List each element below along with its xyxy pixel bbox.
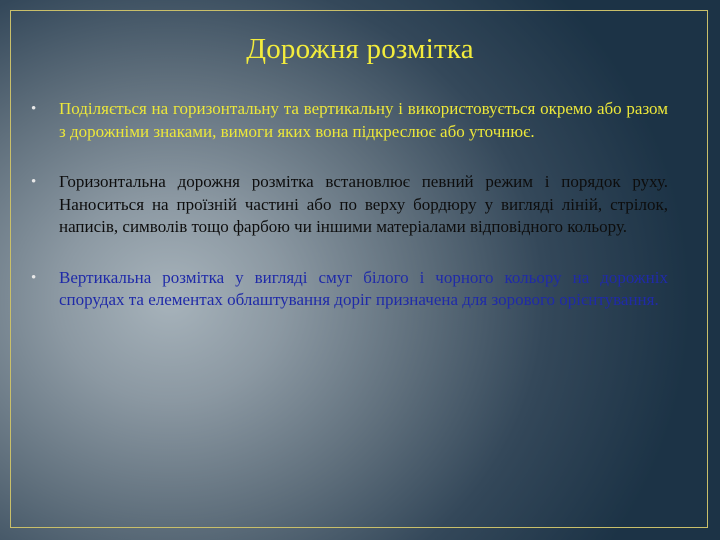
bullet-text: Поділяється на горизонтальну та вертикальну і використовується окремо або разом з дорожніми знаками, вимоги яких вона підкреслює або уточнює. (59, 99, 668, 141)
slide-title: Дорожня розмітка (246, 33, 474, 65)
bullet-item-3 (30, 267, 668, 312)
bullet-item-2 (30, 171, 668, 239)
bullet-text: Вертикальна розмітка у вигляді смуг білого і чорного кольору на дорожніх спорудах та елементах облаштування доріг призначена для зорового орієнтування. (59, 267, 668, 309)
bullet-list (30, 98, 668, 340)
bullet-item-1 (30, 98, 668, 143)
bullet-marker: • (31, 174, 37, 190)
bullet-marker: • (31, 269, 37, 286)
bullet-text: Горизонтальна дорожня розмітка встановлює певний режим і порядок руху. Наноситься на проїзній частині або по верху бордюру у вигляді ліній, стрілок, написів, символів тощо фарбою чи іншими матеріалами відповідного кольору. (59, 172, 668, 236)
bullet-marker: • (31, 101, 37, 117)
